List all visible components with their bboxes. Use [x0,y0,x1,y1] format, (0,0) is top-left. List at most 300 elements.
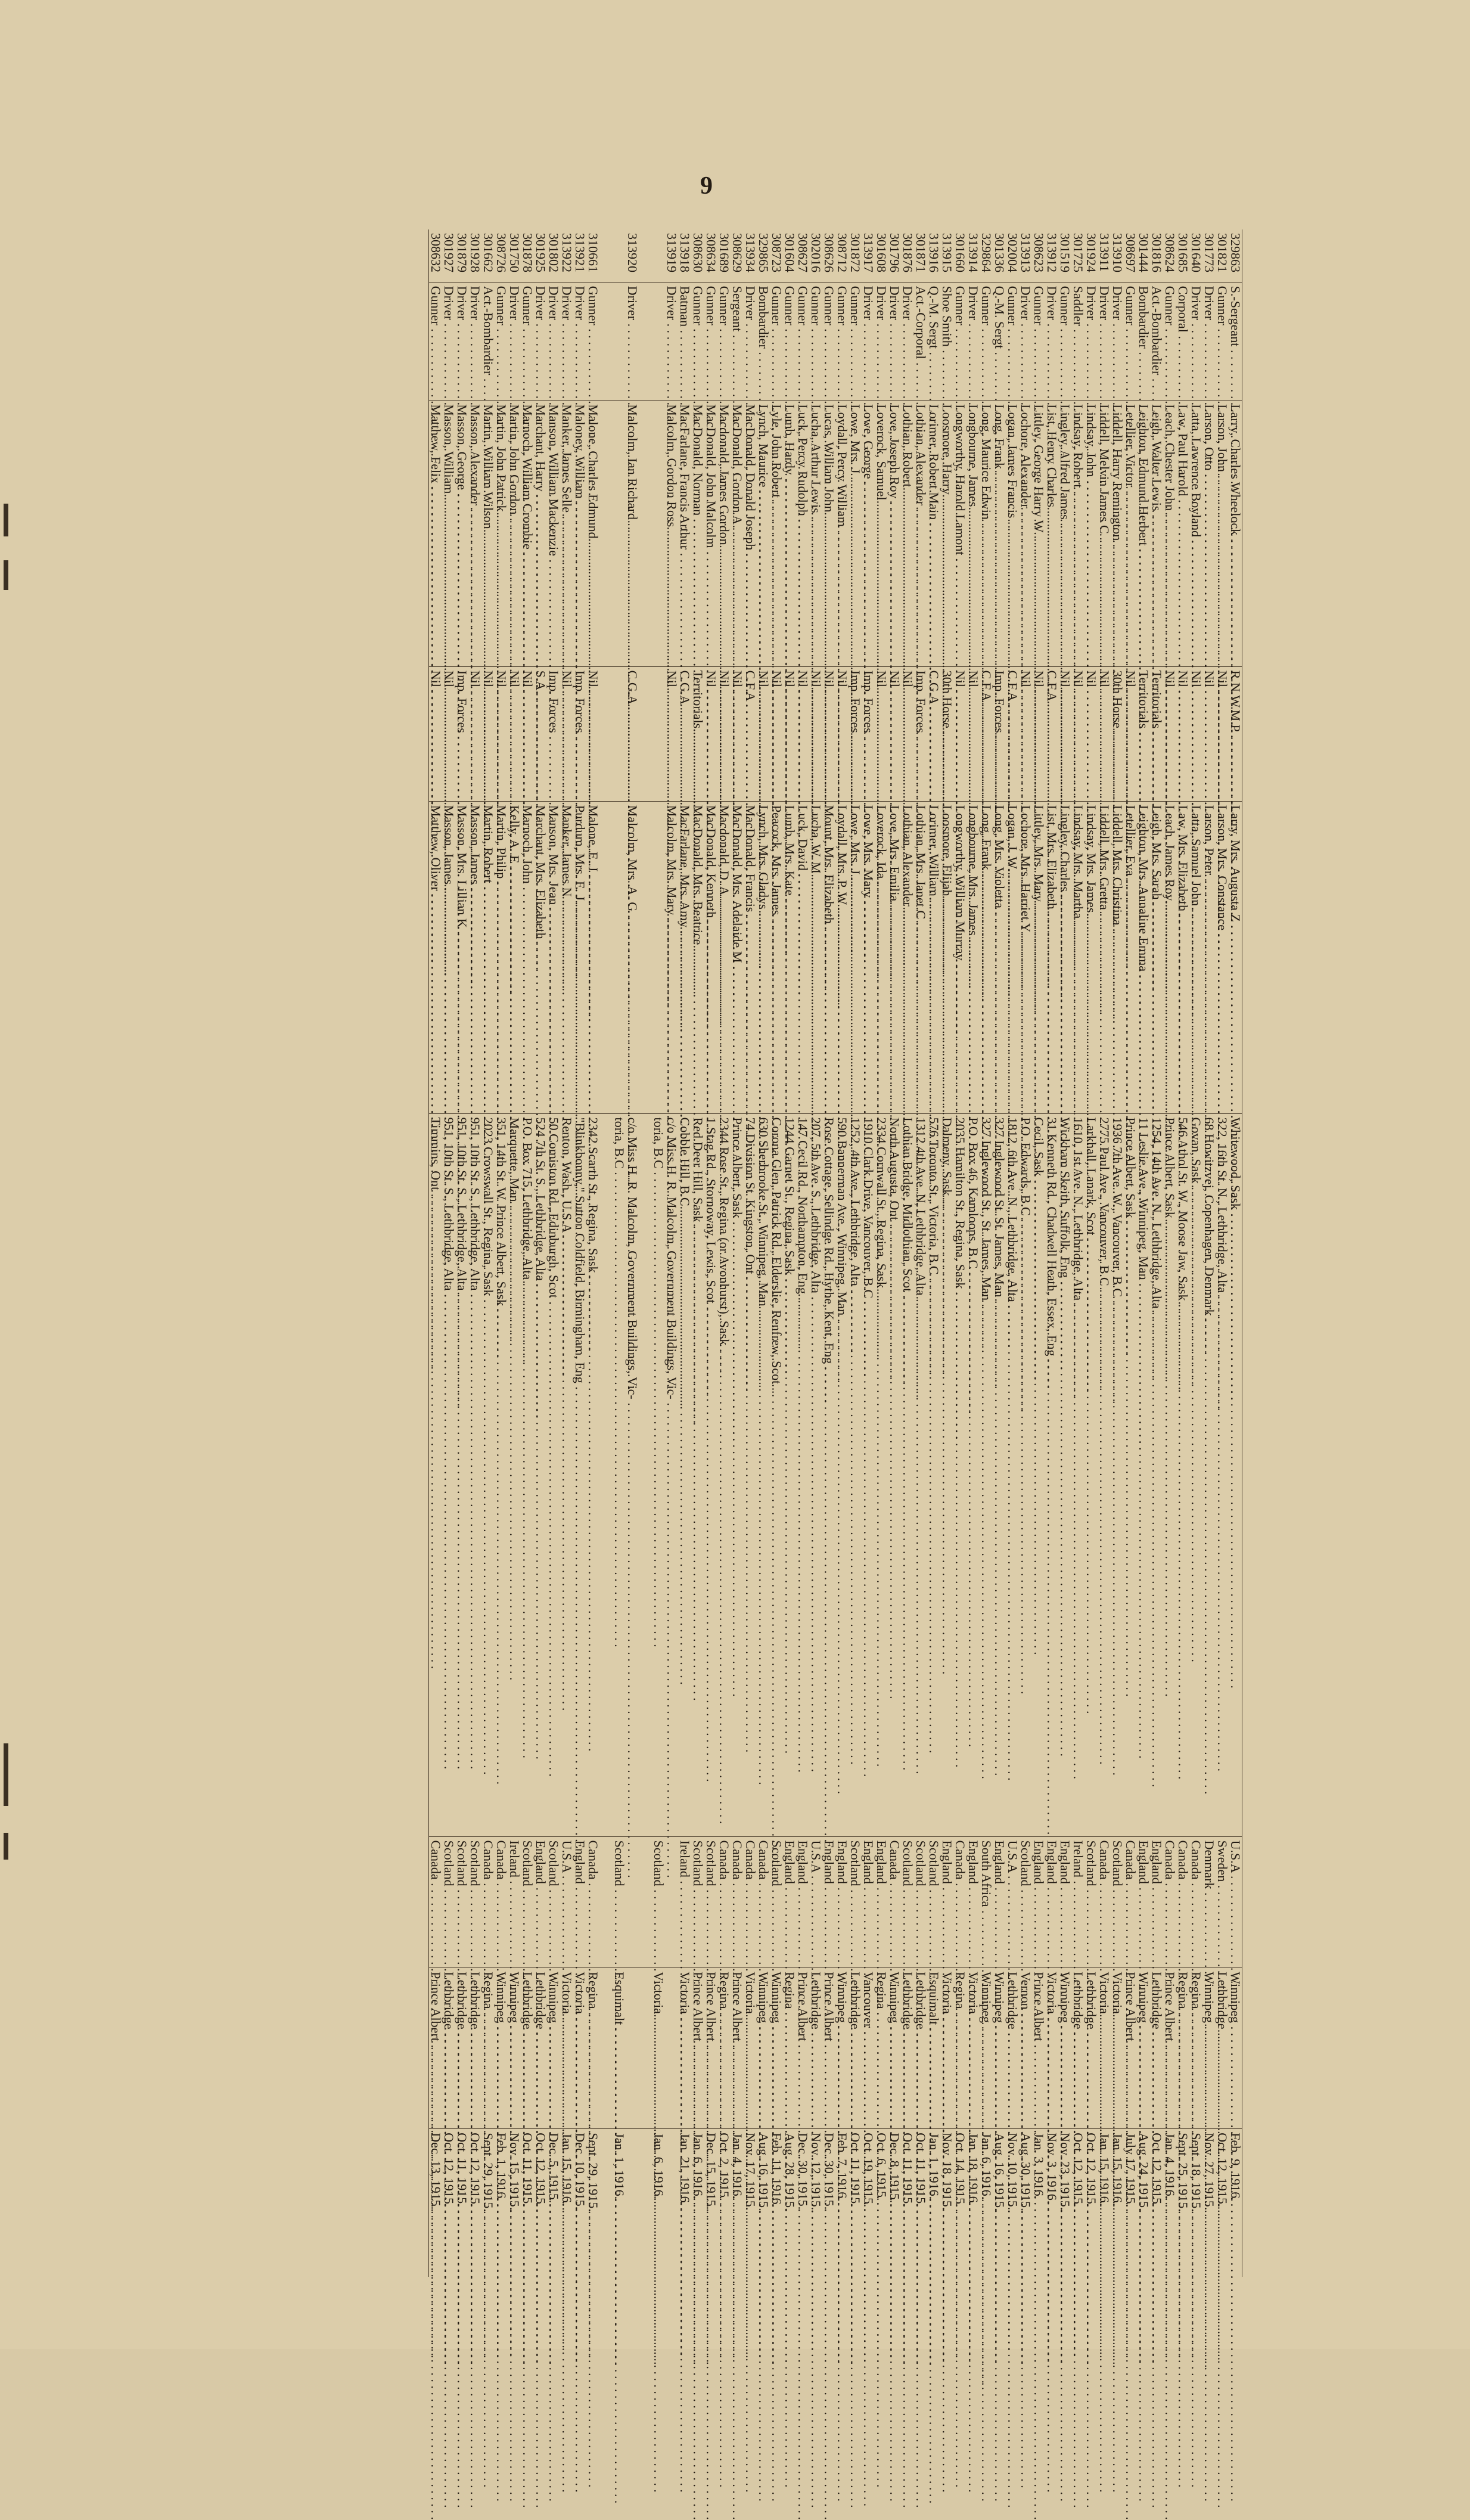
cell-rank: Gunner . . . [704,282,717,400]
table-row [652,229,665,2277]
cell-kin: Liddell, Mrs. Christina . . . [1111,801,1124,1113]
cell-country: Denmark . . . [1202,1836,1216,1968]
cell-kin: Matthew, Oliver . . . [429,801,443,1113]
cell-address: 11 Leslie Ave., Winnipeg, Man . . . [1137,1113,1150,1836]
cell-no: 313916 [927,233,941,272]
cell-address: 322, 16th St. N., Lethbridge, Alta . . . [1216,1113,1229,1836]
cell-address: 1610, 1st Ave. N., Lethbridge, Alta . . . [1071,1113,1084,1836]
cell-address: Timmins, Ont . . . [429,1113,443,1836]
cell-name: Macdonald, James Gordon . . . [717,401,731,667]
cell-address: toria, B.C . . . [652,1113,665,1836]
cell-date: Jan. 6, 1916. [691,2129,704,2277]
cell-country: Scotland . . . [914,1836,927,1968]
cell-unit: Nil . . . [888,666,901,801]
cell-country: Canada . . . [953,1836,966,1968]
cell-address: 590 Bannerman Ave., Winnipeg, Man . . . [835,1113,849,1836]
cell-kin [652,801,665,1113]
cell-rank: Gunner . . . [1163,282,1176,400]
table-row [613,229,626,2277]
page-number: 9 [700,172,713,200]
cell-place: Lethbridge . . . [1084,1968,1098,2129]
cell-place: Lethbridge . . . [442,1968,455,2129]
cell-name: Lothian, Robert . . . [901,401,914,667]
cell-date: July 17, 1915. [1124,2129,1137,2277]
cell-address: 951, 10th St. S., Lethbridge, Alta . . . [455,1113,468,1836]
cell-country: Scotland . . . [652,1836,665,1968]
cell-no: 301689 [717,233,732,272]
cell-address: Rose Cottage, Sellindge Rd., Hythe, Kent, Eng . . . [822,1113,835,1836]
cell-place: Victoria . . . [678,1968,691,2129]
cell-kin: Loydall, Mrs. P. W . . . [835,801,849,1113]
cell-no: 301519 [1058,233,1073,272]
table-row [914,229,927,2277]
table-row [1163,229,1176,2277]
table-row [796,229,809,2277]
cell-no: 301879 [455,233,470,272]
cell-date: Dec. 15, 1915. [704,2129,717,2277]
cell-no: 313920 [625,233,640,272]
cell-place: Lethbridge . . . [901,1968,914,2129]
cell-kin: Lindsay, Mrs. James . . . [1084,801,1098,1113]
table-row [665,229,678,2277]
cell-name: Loydall, Percy William . . . [835,401,849,667]
cell-unit: C.F.A . . . [1006,666,1019,801]
table-row [1058,229,1071,2277]
cell-kin: Macdonald, D. A . . . [717,801,731,1113]
cell-place: Esquimalt . . . [927,1968,940,2129]
cell-rank: Gunner . . . [586,282,599,400]
cell-date: Jan. 15, 1916. [1098,2129,1111,2277]
cell-place [665,1968,678,2129]
cell-unit: Territorials . . . [1150,666,1163,801]
cell-country: Canada . . . [429,1836,443,1968]
cell-rank: Driver . . . [1202,282,1216,400]
cell-rank: Driver . . . [862,282,875,400]
nominal-roll-table [428,229,1242,2277]
table-row [1032,229,1045,2277]
cell-name: Larson, Otto . . . [1202,401,1216,667]
cell-date: Nov. 12, 1915. [809,2129,822,2277]
cell-kin: MacDonald, Mrs. Adelaide M . . . [731,801,744,1113]
cell-rank: Gunner . . . [980,282,993,400]
cell-address: 2035 Hamilton St., Regina, Sask . . . [953,1113,966,1836]
binding-mark [4,1833,8,1860]
cell-country: England . . . [1045,1836,1058,1968]
cell-country: Scotland . . . [1084,1836,1098,1968]
cell-kin: Marchant, Mrs. Elizabeth . . . [534,801,547,1113]
cell-address: 2342 Scarth St., Regina, Sask . . . [586,1113,599,1836]
cell-no: 308697 [1123,233,1138,272]
cell-date: Jan. 6, 1916. [652,2129,665,2277]
cell-place [599,1968,613,2129]
cell-unit: Nil . . . [822,666,835,801]
cell-date: Jan. 3, 1916. [1032,2129,1045,2277]
cell-place: Lethbridge . . . [1071,1968,1084,2129]
cell-country: England . . . [1137,1836,1150,1968]
cell-place: Prince Albert . . . [429,1968,443,2129]
cell-unit: Imp. Forces . . . [914,666,927,801]
table-row [835,229,849,2277]
cell-date: Oct. 12, 1915. [1216,2129,1229,2277]
cell-kin: Martin, Robert . . . [481,801,495,1113]
cell-no: 301604 [782,233,797,272]
table-row [744,229,757,2277]
cell-name [599,401,613,667]
cell-kin: Marnoch, John . . . [521,801,534,1113]
cell-place: Prince Albert . . . [1163,1968,1176,2129]
cell-no: 308626 [822,233,837,272]
cell-country: Scotland . . . [442,1836,455,1968]
cell-place: Winnipeg . . . [1058,1968,1071,2129]
cell-place: Lethbridge . . . [914,1968,927,2129]
cell-name [613,401,626,667]
cell-country: Canada . . . [1163,1836,1176,1968]
cell-place: Esquimalt . . . [613,1968,626,2129]
cell-rank: Driver . . . [1189,282,1202,400]
cell-name: Masson, George . . . [455,401,468,667]
cell-country: Ireland . . . [678,1836,691,1968]
cell-country: England . . . [534,1836,547,1968]
cell-name: Lucas, William John . . . [822,401,835,667]
cell-name: MacDonald, John Malcolm . . . [704,401,717,667]
cell-unit: Nil . . . [731,666,744,801]
cell-date: Dec. 30, 1915. [796,2129,809,2277]
cell-unit: Nil . . . [521,666,534,801]
cell-country: U.S.A . . . [1006,1836,1019,1968]
cell-rank: Gunner . . . [809,282,822,400]
cell-date: Oct. 12, 1915. [442,2129,455,2277]
cell-name: Lucha, Arthur Lewis . . . [809,401,822,667]
cell-kin [613,801,626,1113]
cell-unit: Nil . . . [1098,666,1111,801]
cell-rank: Gunner . . . [521,282,534,400]
cell-unit: Nil . . . [1058,666,1071,801]
cell-kin: Lowe, Mrs. J . . . [849,801,862,1113]
cell-kin: List, Mrs. Elizabeth . . . [1045,801,1058,1113]
cell-no: 301802 [546,233,561,272]
cell-name: Lyle, John Robert . . . [770,401,783,667]
cell-place: Regina . . . [481,1968,495,2129]
cell-unit: Nil . . . [1163,666,1176,801]
cell-name: Marchant, Harry . . . [534,401,547,667]
cell-rank: Driver . . . [468,282,481,400]
cell-country: England . . . [573,1836,586,1968]
cell-date [639,2129,652,2277]
cell-no: 313917 [861,233,876,272]
cell-name: Loverock, Samuel . . . [875,401,888,667]
cell-address: Dalmeny, Sask . . . [940,1113,953,1836]
cell-name: Lowe, George . . . [862,401,875,667]
cell-no: 301662 [481,233,496,272]
cell-kin: Loverock, Ida . . . [875,801,888,1113]
table-row [1150,229,1163,2277]
cell-no: 301816 [1149,233,1164,272]
cell-kin: Lindsay, Mrs. Martha . . . [1071,801,1084,1113]
cell-address: c/o Miss H. R. Malcolm, Government Buildings, Vic- . . . [665,1113,678,1836]
cell-place: Regina . . . [586,1968,599,2129]
cell-place: Winnipeg . . . [547,1968,560,2129]
cell-no: 301871 [913,233,928,272]
cell-unit: Nil . . . [757,666,770,801]
cell-unit: C.G.A . . . [927,666,940,801]
cell-rank: Corporal . . . [1176,282,1189,400]
cell-name: Longbourne, James . . . [966,401,980,667]
cell-country: Scotland . . . [547,1836,560,1968]
cell-address [599,1113,613,1836]
cell-no: 301444 [1136,233,1151,272]
cell-place: Winnipeg . . . [888,1968,901,2129]
cell-name: Leighton, Edmund Herbert . . . [1137,401,1150,667]
cell-address: 524 7th St. S., Lethbridge, Alta . . . [534,1113,547,1836]
binding-mark [4,504,8,536]
cell-rank: Gunner . . . [770,282,783,400]
cell-date: Oct. 12, 1915. [468,2129,481,2277]
cell-rank: Gunner . . . [953,282,966,400]
cell-date: Sept. 25, 1915. [1176,2129,1189,2277]
cell-rank: Gunner . . . [1006,282,1019,400]
cell-country: Canada . . . [1124,1836,1137,1968]
cell-name [652,401,665,667]
table-row [534,229,547,2277]
cell-no: 301878 [520,233,535,272]
cell-name: Martin, William Wilson . . . [481,401,495,667]
cell-rank: Act.-Bombardier . . . [481,282,495,400]
cell-name: Martin, John Patrick . . . [495,401,508,667]
cell-rank [652,282,665,400]
cell-unit: Nil . . . [560,666,573,801]
cell-place: Lethbridge . . . [534,1968,547,2129]
cell-kin: Lingley, Charles . . . [1058,801,1071,1113]
cell-country: Scotland . . . [901,1836,914,1968]
cell-place: Victoria . . . [1045,1968,1058,2129]
cell-country: Scotland . . . [691,1836,704,1968]
cell-rank: Driver . . . [665,282,678,400]
cell-rank: Q.-M. Sergt . . . [993,282,1006,400]
cell-no: 301924 [1084,233,1099,272]
cell-name: Loosmore, Harry . . . [940,401,953,667]
cell-name: Lumb, Hardy . . . [783,401,796,667]
cell-no: 308712 [835,233,850,272]
cell-country: England . . . [1032,1836,1045,1968]
cell-address: Marquette, Man . . . [508,1113,521,1836]
cell-date [665,2129,678,2277]
cell-kin: Love, Mrs. Emilia . . . [888,801,901,1113]
cell-kin: Law, Mrs. Elizabeth . . . [1176,801,1189,1113]
cell-address: Corona Glen, Patrick Rd., Elderslie, Renfrew, Scot . . . [770,1113,783,1836]
cell-date: Nov. 23, 1915. [1058,2129,1071,2277]
cell-address: Renton, Wash., U.S.A . . . [560,1113,573,1836]
cell-date: Aug. 16, 1915. [757,2129,770,2277]
cell-no: 301336 [992,233,1007,272]
cell-no: 301660 [953,233,968,272]
cell-date [626,2129,639,2277]
cell-kin: Lucha, W. M . . . [809,801,822,1113]
cell-place: Victoria . . . [573,1968,586,2129]
cell-name: Littley, George Harry W . . . [1032,401,1045,667]
cell-country: Canada . . . [1176,1836,1189,1968]
cell-date: Oct. 12, 1915. [1084,2129,1098,2277]
cell-date: Dec. 30, 1915. [822,2129,835,2277]
cell-country: Scotland . . . [704,1836,717,1968]
cell-rank: Driver . . . [888,282,901,400]
cell-place: Regina . . . [783,1968,796,2129]
cell-unit: Nil . . . [704,666,717,801]
cell-address: Whitewood, Sask . . . [1229,1113,1242,1836]
cell-name: Letellier, Victor . . . [1124,401,1137,667]
cell-kin: Longworthy, William Murray . . . [953,801,966,1113]
cell-country: Scotland . . . [521,1836,534,1968]
cell-place: Winnipeg . . . [770,1968,783,2129]
cell-place: Regina . . . [1189,1968,1202,2129]
table-row [560,229,573,2277]
cell-country: England . . . [966,1836,980,1968]
cell-name: Maloney, William . . . [573,401,586,667]
cell-country: Scotland . . . [849,1836,862,1968]
cell-date: Nov. 3, 1916. [1045,2129,1058,2277]
table-row [481,229,495,2277]
cell-unit: Nil . . . [901,666,914,801]
cell-name: Liddell, Harry Remington . . . [1111,401,1124,667]
table-row [1045,229,1058,2277]
table-row [495,229,508,2277]
cell-name: Lochore, Alexander . . . [1019,401,1032,667]
cell-name: Lingley, Alfred James . . . [1058,401,1071,667]
cell-rank: Driver . . . [626,282,639,400]
cell-unit: Nil . . . [966,666,980,801]
table-row [586,229,599,2277]
cell-unit: S.A . . . [534,666,547,801]
table-row [1071,229,1084,2277]
table-row [731,229,744,2277]
cell-name: Malcolm, Gordon Ross . . . [665,401,678,667]
cell-country: Canada . . . [495,1836,508,1968]
cell-no: 301821 [1215,233,1230,272]
cell-place: Lethbridge . . . [1216,1968,1229,2129]
cell-unit: C.F.A . . . [744,666,757,801]
cell-unit: Nil . . . [1019,666,1032,801]
table-row [809,229,822,2277]
table-row [875,229,888,2277]
cell-no: 308627 [795,233,810,272]
cell-kin: Masson, James . . . [468,801,481,1113]
cell-rank: Gunner . . . [1216,282,1229,400]
cell-date: Dec. 10, 1915. [573,2129,586,2277]
cell-address: Govan, Sask . . . [1189,1113,1202,1836]
cell-rank: Act.-Corporal . . . [914,282,927,400]
table-row [442,229,455,2277]
cell-date: Feb. 9, 1916. [1229,2129,1242,2277]
cell-address: 576 Toronto St., Victoria, B.C . . . [927,1113,940,1836]
cell-unit: Nil . . . [665,666,678,801]
cell-date: Oct. 11, 1915. [521,2129,534,2277]
cell-no: 308629 [730,233,745,272]
cell-name [639,401,652,667]
cell-kin: Mount, Mrs. Elizabeth . . . [822,801,835,1113]
cell-date: Nov. 27, 1915. [1202,2129,1216,2277]
cell-address: 2023 Crowswall St., Regina, Sask . . . [481,1113,495,1836]
cell-address: Prince Albert, Sask . . . [1124,1113,1137,1836]
cell-address: 351, 14th St. W. Prince Albert, Sask . . . [495,1113,508,1836]
cell-address: 74 Division St. Kingston, Ont . . . [744,1113,757,1836]
cell-kin: Larson, Peter . . . [1202,801,1216,1113]
cell-name: Manson, William Mackenzie . . . [547,401,560,667]
cell-address: 1910 Clark Drive, Vancouver, B.C . . . [862,1113,875,1836]
cell-no: 301750 [507,233,522,272]
cell-no [652,229,665,282]
cell-date: Oct. 11, 1915. [901,2129,914,2277]
cell-address: Larkhall, Lanark, Scot . . . [1084,1113,1098,1836]
cell-rank: Driver . . . [744,282,757,400]
cell-unit: Nil . . . [1124,666,1137,801]
table-row [547,229,560,2277]
cell-name: Matthew, Felix . . . [429,401,443,667]
cell-date: Oct. 2, 1915. [717,2129,731,2277]
cell-name: Larry, Charles Wheelock . . . [1229,401,1242,667]
cell-kin: Lowe, Mrs. Mary . . . [862,801,875,1113]
table-row [626,229,639,2277]
cell-place: Winnipeg . . . [980,1968,993,2129]
cell-kin: Loosmore, Elijah . . . [940,801,953,1113]
cell-country: Canada . . . [481,1836,495,1968]
cell-unit: Nil . . . [783,666,796,801]
cell-unit: Nil . . . [495,666,508,801]
cell-kin: Malcolm, Mrs. Mary . . . [665,801,678,1113]
cell-date: Aug. 30, 1915. [1019,2129,1032,2277]
cell-address: 1254, 14th Ave. N., Lethbridge, Alta . . . [1150,1113,1163,1836]
cell-kin: Leigh, Mrs. Sarah . . . [1150,801,1163,1113]
cell-rank [639,282,652,400]
cell-country: Canada . . . [731,1836,744,1968]
cell-kin: Malone, E. J . . . [586,801,599,1113]
cell-date: Sept. 18, 1915. [1189,2129,1202,2277]
cell-rank: S.-Sergeant . . . [1229,282,1242,400]
cell-address: 2775 Paul Ave., Vancouver, B.C . . . [1098,1113,1111,1836]
cell-kin: Lorimer, William . . . [927,801,940,1113]
cell-name: Martin, John Gordon . . . [508,401,521,667]
cell-kin: Masson, James . . . [442,801,455,1113]
cell-date: Jan. 1, 1916. [613,2129,626,2277]
cell-kin: MacFarlane, Mrs. Amy . . . [678,801,691,1113]
cell-address: Cecil, Sask . . . [1032,1113,1045,1836]
cell-address: P.O. Edwards, B.C . . . [1019,1113,1032,1836]
cell-kin: Peacock, Mrs. James . . . [770,801,783,1113]
cell-place: Prince Albert . . . [1124,1968,1137,2129]
table-row [901,229,914,2277]
cell-address: 50 Comiston Rd., Edinburgh, Scot . . . [547,1113,560,1836]
cell-country: U.S.A . . . [809,1836,822,1968]
cell-kin [599,801,613,1113]
cell-no: 313934 [743,233,758,272]
table-row [822,229,835,2277]
cell-date: Oct. 11, 1915. [849,2129,862,2277]
cell-date: Jan. 1, 1916. [927,2129,940,2277]
cell-unit: Nil . . . [481,666,495,801]
cell-rank: Gunner . . . [849,282,862,400]
cell-place: Victoria . . . [744,1968,757,2129]
cell-country: England . . . [1058,1836,1071,1968]
cell-kin: Latta, Samuel John . . . [1189,801,1202,1113]
cell-country: Scotland . . . [613,1836,626,1968]
cell-country: Canada . . . [717,1836,731,1968]
cell-place: Winnipeg . . . [508,1968,521,2129]
cell-kin: Manson, Mrs. Jean . . . [547,801,560,1113]
cell-name: Lorimer, Robert Main . . . [927,401,940,667]
cell-place: Victoria . . . [1111,1968,1124,2129]
cell-kin: Martin, Philip . . . [495,801,508,1113]
cell-unit: Imp. Forces . . . [993,666,1006,801]
cell-rank: Gunner . . . [1032,282,1045,400]
cell-date: Dec. 5, 1915. [547,2129,560,2277]
